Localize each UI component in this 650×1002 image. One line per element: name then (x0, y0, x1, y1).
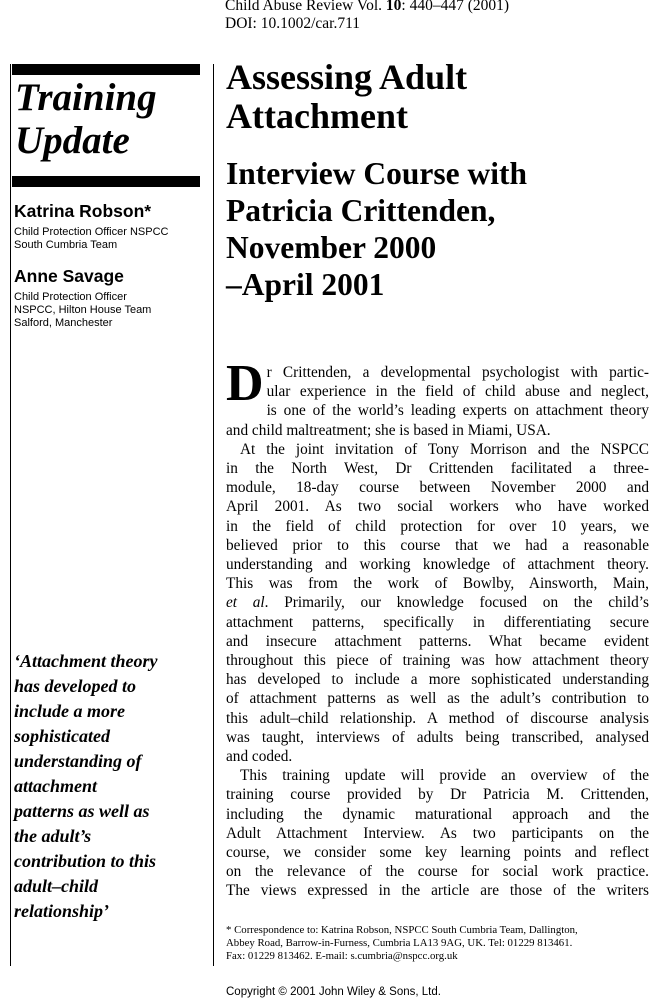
journal-doi: DOI: 10.1002/car.711 (225, 15, 361, 32)
paragraph-2: At the joint invitation of Tony Morrison and the NSPCC in the North West, Dr Crittenden facilitated a three- module, 18-day course between November 2000 and April 2001. As two social workers who have worked in the field of child protection for over 10 years, we believed prior to this course that we had a reasonable understanding and working knowledge of attachment theory. This was from the work of Bowlby, Ainsworth, Main, et al. Primarily, our knowledge focused on the child’s attachment patterns, specifically in differentiating secure and insecure attachment patterns. What became evident throughout this piece of training was how attachment theory has developed to include a more sophisticated understanding of attachment patterns as well as the adult’s contribution to this adult–child relationship. A method of discourse analysis was taught, interviews of adults being transcribed, analysed and coded. (226, 440, 650, 766)
copyright-notice: Copyright © 2001 John Wiley & Sons, Ltd. (226, 986, 441, 998)
left-column-rule (10, 64, 11, 966)
author-name: Anne Savage (14, 266, 124, 286)
author-affiliation: Child Protection Officer NSPCC South Cumbria Team (14, 226, 169, 251)
column-divider-rule (213, 64, 214, 966)
paragraph-1: D r Crittenden, a developmental psychologist with partic- ular experience in the field of child abuse and neglect, is one of the world’s leading experts on attachment theory and child maltreatment; she is based in Miami, USA. (226, 355, 649, 439)
author-affiliation: Child Protection Officer NSPCC, Hilton House Team Salford, Manchester (14, 291, 152, 329)
section-title (15, 76, 210, 162)
author-name: Katrina Robson* (14, 201, 152, 221)
et-al: et al (226, 594, 265, 612)
article-title: Assessing Adult Attachment (226, 57, 468, 136)
article-body (226, 355, 650, 901)
pull-quote: ‘Attachment theory has developed to include a more sophisticated understanding of attachment patterns as well as the adult’s contribution to this adult–child relationship’ (14, 651, 158, 921)
article-subtitle: Interview Course with Patricia Crittenden, November 2000 –April 2001 (226, 156, 527, 302)
paragraph-3: This training update will provide an overview of the training course provided by Dr Patricia M. Crittenden, including the dynamic maturational approach and the Adult Attachment Interview. As two participants on the course, we consider some key learning points and reflect on the relevance of the course for social work practice. The views expressed in the article are those of the writers (226, 767, 649, 900)
section-title-line: Update (15, 119, 130, 162)
journal-reference (225, 0, 509, 33)
drop-cap: D (226, 355, 264, 412)
section-title-top-bar (12, 64, 200, 75)
journal-citation: Child Abuse Review Vol. 10: 440–447 (2001) (225, 0, 510, 14)
section-title-line: Training (15, 76, 157, 119)
correspondence-footnote: * Correspondence to: Katrina Robson, NSPCC South Cumbria Team, Dallington, Abbey Road, Barrow-in-Furness, Cumbria LA13 9AG, UK. Tel: 01229 813461. Fax: 01229 813462. E-mail: s.cumbria@nspcc.org.uk (226, 924, 578, 962)
section-title-bottom-bar (12, 176, 200, 187)
